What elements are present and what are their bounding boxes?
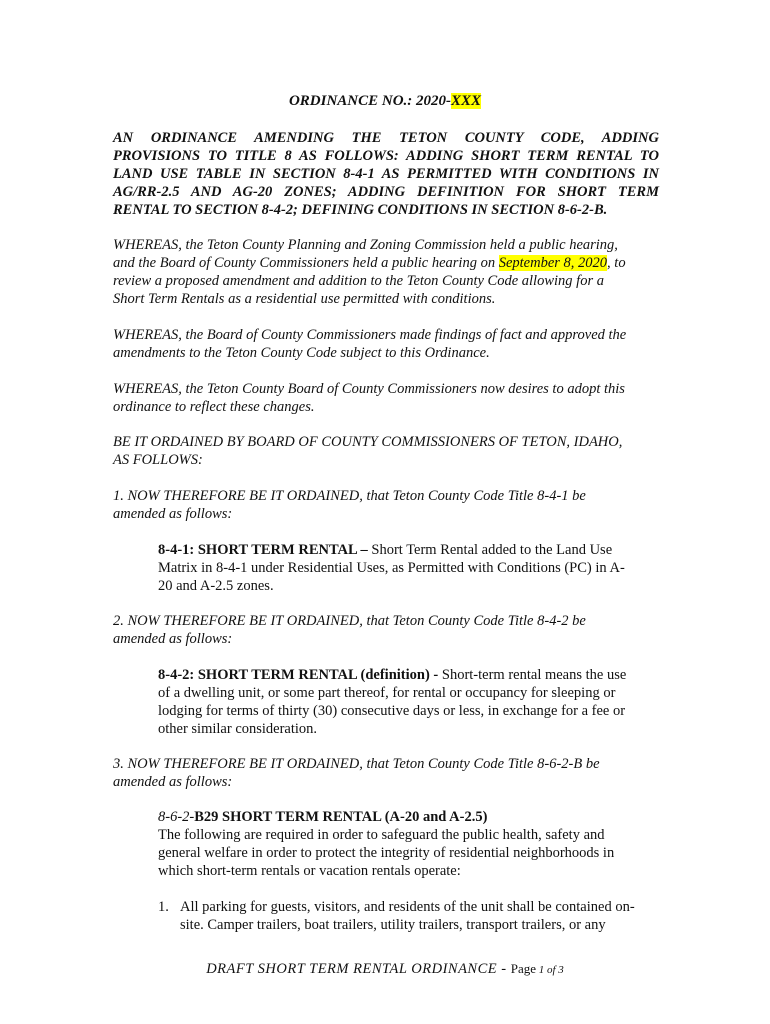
section-3-intro xyxy=(113,755,658,791)
paragraph-line: BE IT ORDAINED BY BOARD OF COUNTY COMMISSIONERS OF TETON, IDAHO, xyxy=(113,434,623,450)
ordinance-heading xyxy=(113,129,659,219)
whereas-paragraph-3 xyxy=(113,380,658,416)
amendment-line: lodging for terms of thirty (30) consecutive days or less, in exchange for a fee or xyxy=(158,703,626,719)
heading-line: PROVISIONS TO TITLE 8 AS FOLLOWS: ADDING SHORT TERM RENTAL TO xyxy=(113,148,659,164)
amendment-line: 8-4-2: SHORT TERM RENTAL (definition) - Short-term rental means the use xyxy=(158,667,627,683)
amendment-line: of a dwelling unit, or some part thereof, for rental or occupancy for sleeping or xyxy=(158,685,616,701)
amendment-code: 8-4-2: SHORT TERM RENTAL (definition) - xyxy=(158,667,442,683)
heading-line: LAND USE TABLE IN SECTION 8-4-1 AS PERMITTED WITH CONDITIONS IN xyxy=(113,166,659,182)
amendment-code: 8-4-1: SHORT TERM RENTAL – xyxy=(158,542,372,558)
paragraph-line: 3. NOW THEREFORE BE IT ORDAINED, that Teton County Code Title 8-6-2-B be xyxy=(113,756,600,772)
paragraph-line: ordinance to reflect these changes. xyxy=(113,399,315,415)
paragraph-line: Short Term Rentals as a residential use permitted with conditions. xyxy=(113,291,496,307)
item-line: 1. All parking for guests, visitors, and residents of the unit shall be contained on- xyxy=(158,899,635,915)
ordinance-title xyxy=(0,93,770,110)
item-line: site. Camper trailers, boat trailers, utility trailers, transport trailers, or any xyxy=(180,917,606,933)
amendment-code: B29 SHORT TERM RENTAL (A-20 and A-2.5) xyxy=(194,809,488,825)
paragraph-line: WHEREAS, the Board of County Commissioners made findings of fact and approved the xyxy=(113,327,627,343)
whereas-paragraph-1 xyxy=(113,236,658,308)
paragraph-line: WHEREAS, the Teton County Board of County Commissioners now desires to adopt this xyxy=(113,381,625,397)
section-2-intro xyxy=(113,612,658,648)
paragraph-line: amended as follows: xyxy=(113,631,233,647)
amendment-line: 20 and A-2.5 zones. xyxy=(158,578,274,594)
section-2-amendment xyxy=(158,666,658,738)
paragraph-line: review a proposed amendment and addition to the Teton County Code allowing for a xyxy=(113,273,604,289)
section-1-intro xyxy=(113,487,658,523)
amendment-heading xyxy=(158,808,658,826)
item-number: 1. xyxy=(158,899,169,915)
footer-page-word: Page xyxy=(510,961,536,976)
footer-label: DRAFT SHORT TERM RENTAL ORDINANCE - xyxy=(206,961,511,977)
heading-line: RENTAL TO SECTION 8-4-2; DEFINING CONDITIONS IN SECTION 8-6-2-B. xyxy=(113,202,608,218)
paragraph-line: WHEREAS, the Teton County Planning and Zoning Commission held a public hearing, xyxy=(113,237,618,253)
amendment-line: other similar consideration. xyxy=(158,721,318,737)
footer-page-number: 1 of 3 xyxy=(536,964,564,976)
section-1-amendment xyxy=(158,541,658,595)
amendment-line: Matrix in 8-4-1 under Residential Uses, as Permitted with Conditions (PC) in A- xyxy=(158,560,625,576)
ordained-paragraph xyxy=(113,433,658,469)
page-footer xyxy=(0,961,770,978)
numbered-item-1 xyxy=(158,898,658,934)
paragraph-line: amended as follows: xyxy=(113,774,233,790)
paragraph-line: 1. NOW THEREFORE BE IT ORDAINED, that Teton County Code Title 8-4-1 be xyxy=(113,488,586,504)
whereas-paragraph-2 xyxy=(113,326,658,362)
amendment-line: which short-term rentals or vacation rentals operate: xyxy=(158,863,461,879)
paragraph-line: 2. NOW THEREFORE BE IT ORDAINED, that Teton County Code Title 8-4-2 be xyxy=(113,613,586,629)
paragraph-line: AS FOLLOWS: xyxy=(113,452,203,468)
section-3-amendment xyxy=(158,808,658,880)
amendment-code-prefix: 8-6-2- xyxy=(158,809,195,825)
paragraph-line: amended as follows: xyxy=(113,506,233,522)
hearing-date-highlight: September 8, 2020 xyxy=(498,255,608,271)
paragraph-line: and the Board of County Commissioners held a public hearing on September 8, 2020, to xyxy=(113,255,626,271)
heading-line: AN ORDINANCE AMENDING THE TETON COUNTY CODE, ADDING xyxy=(113,130,659,146)
paragraph-line: amendments to the Teton County Code subject to this Ordinance. xyxy=(113,345,490,361)
amendment-line: general welfare in order to protect the integrity of residential neighborhoods in xyxy=(158,845,615,861)
amendment-line: The following are required in order to safeguard the public health, safety and xyxy=(158,827,605,843)
amendment-line: 8-4-1: SHORT TERM RENTAL – Short Term Rental added to the Land Use xyxy=(158,542,613,558)
heading-line: AG/RR-2.5 AND AG-20 ZONES; ADDING DEFINITION FOR SHORT TERM xyxy=(113,184,659,200)
ordinance-title-prefix: ORDINANCE NO.: 2020- xyxy=(288,93,452,109)
ordinance-number-highlight: XXX xyxy=(451,93,482,109)
